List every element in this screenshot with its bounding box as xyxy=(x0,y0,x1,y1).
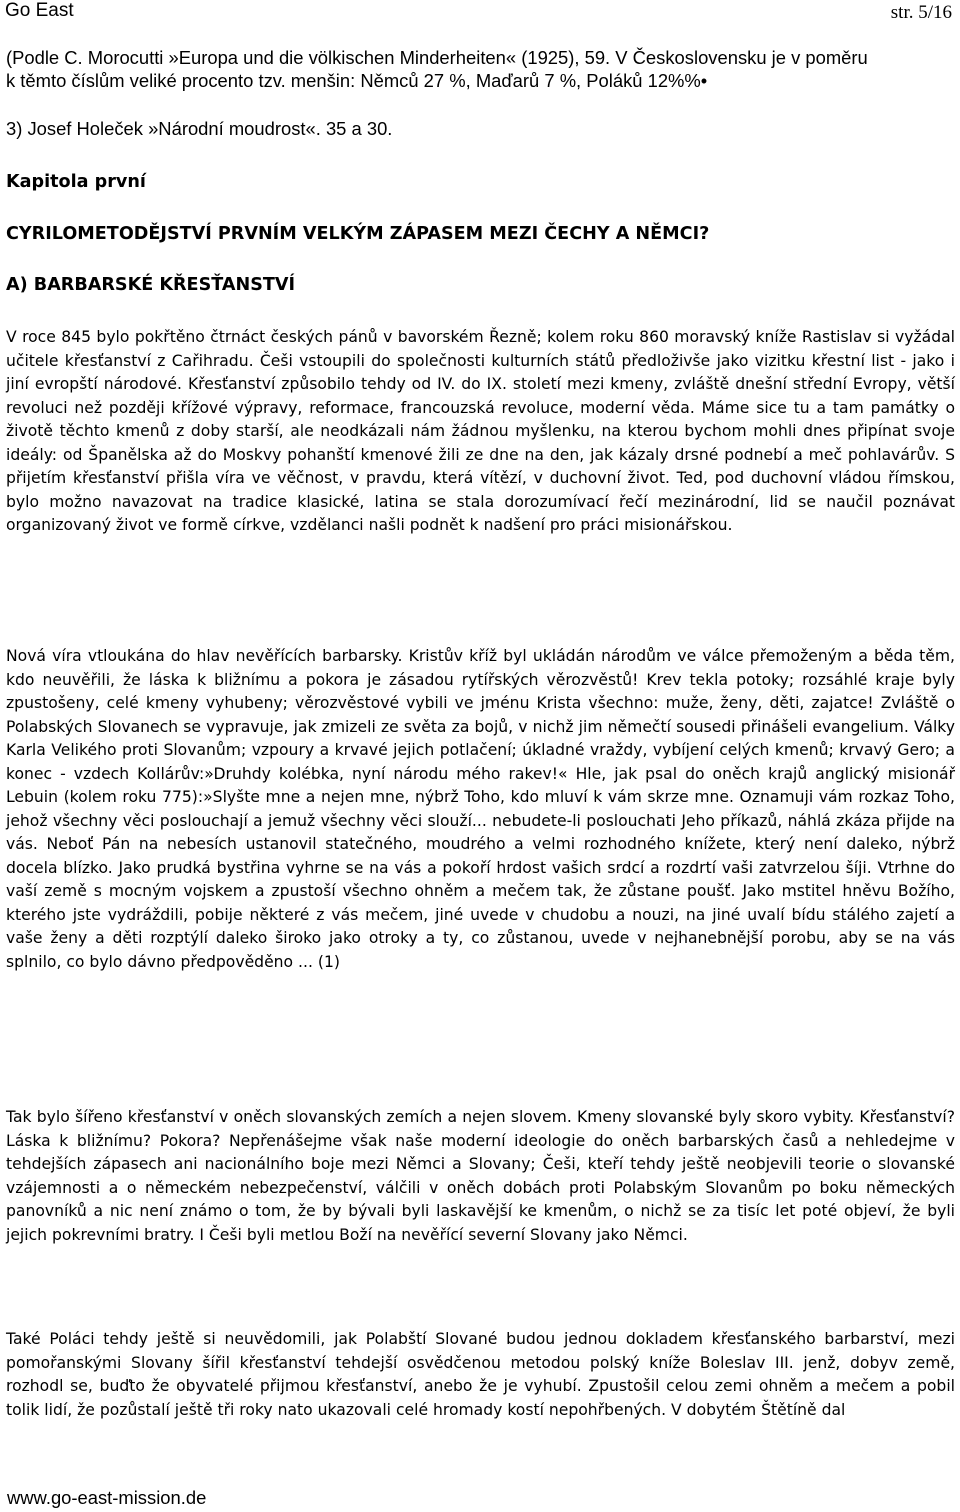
page-number: str. 5/16 xyxy=(890,2,952,23)
footer-url: www.go-east-mission.de xyxy=(7,1487,207,1508)
paragraph-1: V roce 845 bylo pokřtěno čtrnáct českých pánů v bavorském Řezně; kolem roku 860 moravský kníže Rastislav si vyžádal učitele křesťanství z Cařihradu. Češi vstoupili do společnosti kulturních států předloživše jako vizitku křestní list - jako i jiní evropští národové. Křesťanství způsobilo tehdy od IV. do IX. století mezi kmeny, zvláště dnešní střední Evropy, větší revoluci než později křížové výpravy, reformace, francouzská revoluce, moderní věda. Máme sice tu a tam památky o životě těchto kmenů z doby starší, ale neodkázali nám žádnou myšlenku, na kterou bychom mohli dnes připínat svoje ideály: od Španělska až do Moskvy pohanští kmenové žili ze dne na den, jak kázaly drsné podnebí a meč pohlavárův. S přijetím křesťanství přišla víra ve věčnost, v pravdu, která vítězí, v duchovní život. Ted, pod duchovní vládou římskou, bylo možno navazovat na tradice klasické, latina se stala dorozumívací řečí mezinárodní, lid se naučil poznávat organizovaný život ve formě církve, vzdělanci našli podnět k nadšení pro práci misionářskou. xyxy=(6,328,955,534)
paragraph-2: Nová víra vtloukána do hlav nevěřících barbarsky. Kristův kříž byl ukládán národům ve válce přemoženým a běda těm, kdo neuvěřili, že láska k bližnímu a pokora je zásadou rytířských věrozvěstů! Krev tekla potoky; rozsáhlé kraje byly zpustošeny, celé kmeny vyhubeny; věrozvěstové vybili ve jménu Krista všechno: muže, ženy, děti, zajatce! Zvláště o Polabských Slovanech se vypravuje, jak zmizeli ze světa za bojů, v nichž jim němečtí sousedi přinášeli evangelium. Války Karla Velikého proti Slovanům; vzpoury a krvavé jejich potlačení; úkladné vraždy, vybíjení celých kmenů; krvavý Gero; a konec - vzdech Kollárův:»Druhdy kolébka, nyní národu mého rakev!« Hle, jak psal do oněch krajů anglický misionář Lebuin (kolem roku 775):»Slyšte mne a nejen mne, nýbrž Toho, kdo mluví k vám skrze mne. Oznamuji vám rozkaz Toho, jehož všechny věci poslouchají a jemuž všechny věci slouží... nebudete-li poslouchati Jeho příkazů, náhlá zkáza přijde na vás. Neboť Pán na nebesích ustanovil statečného, moudrého a velmi rozhodného knížete, který není daleko, nýbrž docela blízko. Jako prudká bystřina vyhrne se na vás a pokoří hrdost vašich srdcí a rozdrtí vaši zatvrzelou šíji. Vtrhne do vaší země s mocným vojskem a zpustoší všechno ohněm a mečem tak, že zůstane poušť. Jako mstitel hněvu Božího, kterého jste vydráždili, pobije některé z vás mečem, jiné uvede v chudobu a nouzi, na jiné uvalí bídu stálého zajetí a vaše ženy a děti rozptýlí daleko široko jako otroky a ty, co zůstanou, uvede v nejhanebnější porobu, aby se na vás splnilo, co bylo dávno předpověděno ... (1) xyxy=(6,647,955,971)
chapter-title: CYRILOMETODĚJSTVÍ PRVNÍM VELKÝM ZÁPASEM MEZI ČECHY A NĚMCI? xyxy=(6,224,710,244)
section-heading: A) BARBARSKÉ KŘESŤANSTVÍ xyxy=(6,275,296,295)
paragraph-4: Také Poláci tehdy ještě si neuvědomili, jak Polabští Slované budou jednou dokladem křesťanského barbarství, mezi pomořanskými Slovany šířil křesťanství tehdejší osvědčenou metodou polský kníže Boleslav III. jenž, dobyv země, rozhodl se, buďto že obyvatelé přijmou křesťanství, anebo že je vyhubí. Zpustošil celou zemi ohněm a mečem a pobil tolik lidí, že pozůstalí ještě tři roky nato ukazovali celé hromady kostí nepohřbených. V dobytém Štětíně dal xyxy=(6,1330,955,1419)
site-name: Go East xyxy=(5,0,74,21)
footnote-line-1: (Podle C. Morocutti »Europa und die völkischen Minderheiten« (1925), 59. V Československu je v poměru xyxy=(6,47,868,68)
footnote-3: 3) Josef Holeček »Národní moudrost«. 35 a 30. xyxy=(6,118,393,139)
footnote-line-2: k těmto číslům veliké procento tzv. menšin: Němců 27 %, Maďarů 7 %, Poláků 12%%• xyxy=(6,70,708,91)
chapter-label: Kapitola první xyxy=(6,172,146,192)
paragraph-3: Tak bylo šířeno křesťanství v oněch slovanských zemích a nejen slovem. Kmeny slovanské byly skoro vybity. Křesťanství? Láska k bližnímu? Pokora? Nepřenášejme však naše moderní ideologie do oněch barbarských časů a nehledejme v tehdejších zápasech ani nacionálního boje mezi Němci a Slovany; Češi, kteří tehdy ještě neobjevili teorie o slovanské vzájemnosti a o německém nebezpečenství, válčili v oněch dobách proti Polabským Slovanům po boku německých panovníků a nic není známo o tom, že by bývali byli laskavější ke kmenům, o nichž se za tisíc let poté objeví, že byli jejich pokrevními bratry. I Češi byli metlou Boží na nevěřící severní Slovany jako Němci. xyxy=(6,1108,955,1244)
